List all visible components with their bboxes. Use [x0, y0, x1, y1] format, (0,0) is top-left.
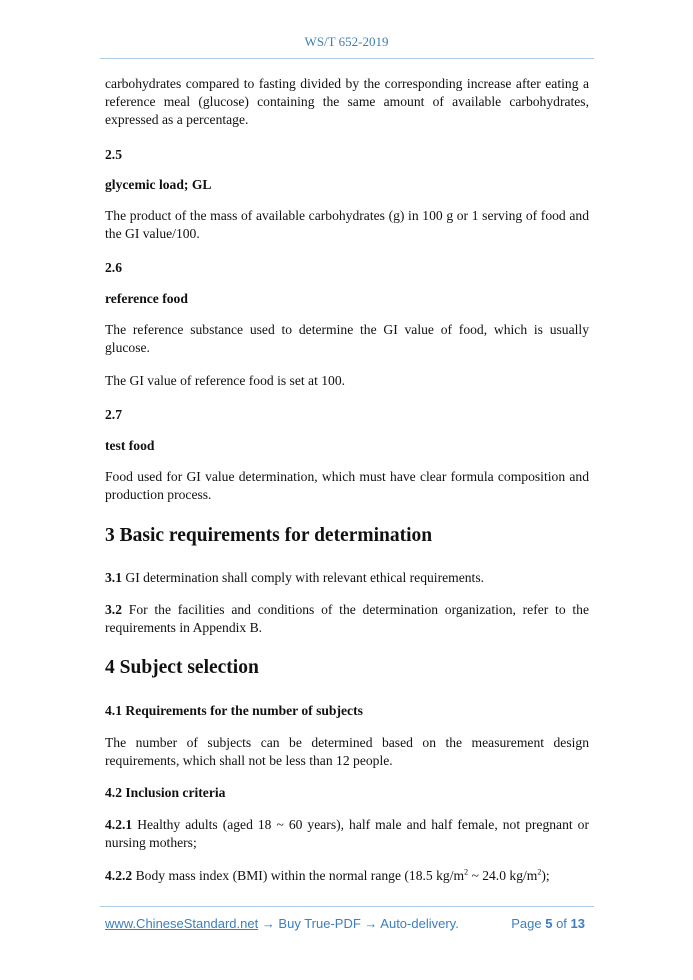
header-divider	[100, 58, 594, 59]
website-link[interactable]: www.ChineseStandard.net	[105, 916, 259, 931]
definition: Food used for GI value determination, which must have clear formula composition and production process.	[105, 469, 589, 502]
clause-number: 2.5	[105, 147, 122, 162]
clause-number: 2.7	[105, 407, 122, 422]
definition: The product of the mass of available carbohydrates (g) in 100 g or 1 serving of food and the GI value/100.	[105, 208, 589, 241]
section-heading: 3 Basic requirements for determination	[105, 525, 433, 546]
clause	[105, 816, 589, 852]
paragraph: carbohydrates compared to fasting divided by the corresponding increase after eating a reference meal (glucose) containing the same amount of available carbohydrates, expressed as a percentage.	[105, 76, 589, 127]
term: reference food	[105, 291, 188, 306]
clause: 4.2.2 Body mass index (BMI) within the normal range (18.5 $kg/m^2$ ~ 24.0 $kg/m^2$);	[105, 867, 550, 883]
clause	[105, 569, 589, 587]
clause-text: GI determination shall comply with relevant ethical requirements.	[122, 570, 485, 585]
subsection-heading: 4.1 Requirements for the number of subjects	[105, 703, 363, 718]
document-code-header: WS/T 652-2019	[304, 34, 389, 49]
clause-number: 2.6	[105, 260, 122, 275]
section-heading: 4 Subject selection	[105, 657, 259, 678]
term: test food	[105, 438, 155, 453]
definition: The reference substance used to determine the GI value of food, which is usually glucose.	[105, 322, 589, 355]
footer-divider	[100, 906, 594, 907]
clause-number: 3.1	[105, 570, 122, 585]
clause-number: 4.2.2	[105, 868, 133, 883]
subsection-heading: 4.2 Inclusion criteria	[105, 785, 226, 800]
clause-text: Healthy adults (aged 18 ~ 60 years), half male and half female, not pregnant or nursing mothers;	[105, 817, 589, 850]
clause	[105, 601, 589, 637]
clause-number: 3.2	[105, 602, 122, 617]
term: glycemic load; GL	[105, 177, 212, 192]
note: The GI value of reference food is set at 100.	[105, 373, 346, 388]
clause-number: 4.2.1	[105, 817, 133, 832]
paragraph: The number of subjects can be determined based on the measurement design requirements, which shall not be less than 12 people.	[105, 735, 589, 768]
page-indicator: Page 5 of 13	[511, 916, 585, 931]
footer-tagline: → Buy True-PDF → Auto-delivery.	[258, 916, 459, 931]
clause-text: For the facilities and conditions of the determination organization, refer to the requirements in Appendix B.	[105, 602, 589, 635]
footer	[105, 916, 585, 931]
